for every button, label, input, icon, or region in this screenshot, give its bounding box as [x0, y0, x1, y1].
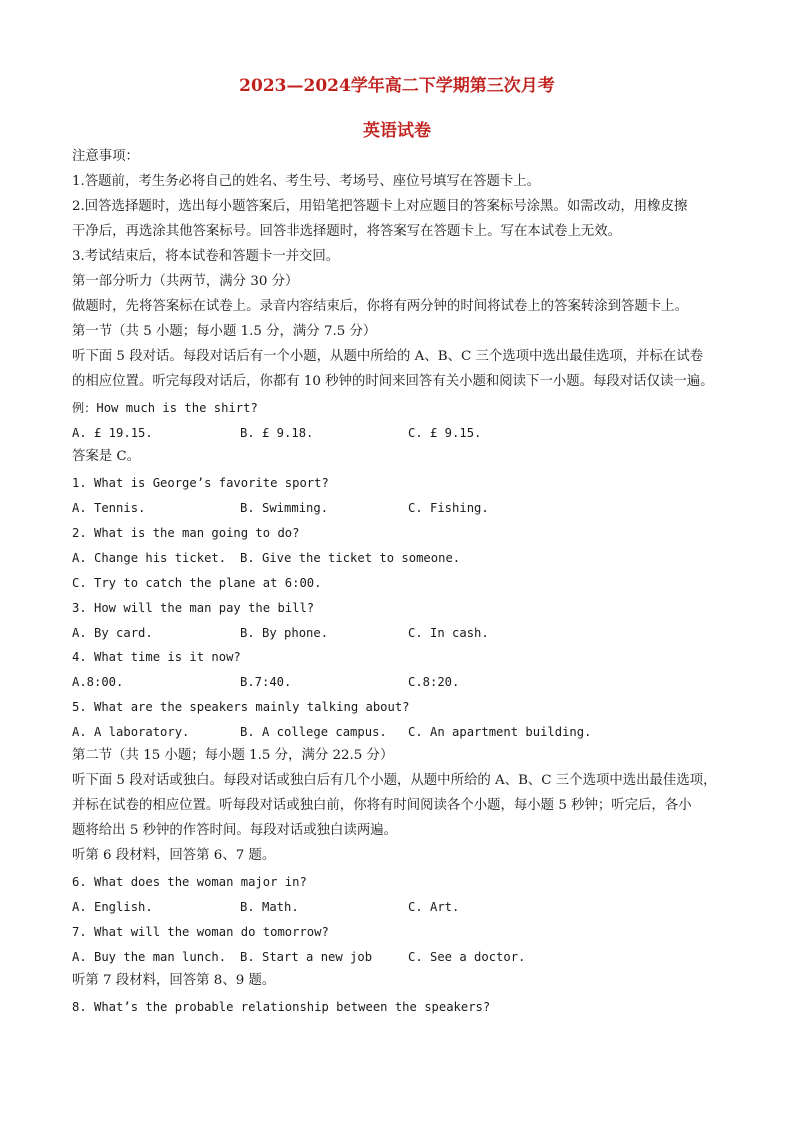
example-question: 例：How much is the shirt? [72, 401, 258, 415]
q5-option-a: A. A laboratory. [72, 725, 190, 739]
q2-option-b: B. Give the ticket to someone. [240, 551, 461, 565]
note-3: 3.考试结束后，将本试卷和答题卡一并交回。 [72, 249, 340, 264]
q3-option-c: C. In cash. [408, 626, 489, 640]
example-option-c: C. £ 9.15. [408, 426, 482, 440]
section2-heading: 第二节（共 15 小题；每小题 1.5 分，满分 22.5 分） [72, 748, 394, 763]
q4-option-b: B.7:40. [240, 675, 292, 689]
q1-option-a: A. Tennis. [72, 501, 146, 515]
q7-option-c: C. See a doctor. [408, 950, 526, 964]
question-7: 7. What will the woman do tomorrow? [72, 925, 329, 939]
exam-subtitle: 英语试卷 [363, 121, 431, 141]
q2-option-c: C. Try to catch the plane at 6:00. [72, 576, 322, 590]
question-6: 6. What does the woman major in? [72, 875, 307, 889]
note-1: 1.答题前，考生务必将自己的姓名、考生号、考场号、座位号填写在答题卡上。 [72, 174, 541, 189]
material-6-heading: 听第 6 段材料，回答第 6、7 题。 [72, 848, 276, 863]
material-7-heading: 听第 7 段材料，回答第 8、9 题。 [72, 973, 276, 988]
question-5: 5. What are the speakers mainly talking about? [72, 700, 410, 714]
q7-option-a: A. Buy the man lunch. [72, 950, 227, 964]
note-2-line-2: 干净后，再选涂其他答案标号。回答非选择题时，将答案写在答题卡上。写在本试卷上无效。 [72, 224, 622, 239]
question-1: 1. What is George’s favorite sport? [72, 476, 329, 490]
q6-option-a: A. English. [72, 900, 153, 914]
q7-option-b: B. Start a new job [240, 950, 373, 964]
section2-instruction-1: 听下面 5 段对话或独白。每段对话或独白后有几个小题，从题中所给的 A、B、C 三个选项中选出最佳选项， [72, 773, 717, 788]
q3-option-b: B. By phone. [240, 626, 329, 640]
q1-option-c: C. Fishing. [408, 501, 489, 515]
section2-instruction-2: 并标在试卷的相应位置。听每段对话或独白前，你将有时间阅读各个小题，每小题 5 秒钟；听完后，各小 [72, 798, 692, 813]
part1-heading: 第一部分听力（共两节，满分 30 分） [72, 274, 299, 289]
question-2: 2. What is the man going to do? [72, 526, 300, 540]
question-8: 8. What’s the probable relationship between the speakers? [72, 1000, 491, 1014]
notes-heading: 注意事项： [72, 149, 139, 164]
q6-option-c: C. Art. [408, 900, 460, 914]
example-option-b: B. £ 9.18. [240, 426, 314, 440]
question-3: 3. How will the man pay the bill? [72, 601, 315, 615]
exam-title: 2023—2024学年高二下学期第三次月考 [239, 76, 555, 96]
section2-instruction-3: 题将给出 5 秒钟的作答时间。每段对话或独白读两遍。 [72, 823, 398, 838]
q3-option-a: A. By card. [72, 626, 153, 640]
part1-instruction: 做题时，先将答案标在试卷上。录音内容结束后，你将有两分钟的时间将试卷上的答案转涂到答题卡上。 [72, 299, 688, 314]
section1-heading: 第一节（共 5 小题；每小题 1.5 分，满分 7.5 分） [72, 324, 377, 339]
note-2-line-1: 2.回答选择题时，选出每小题答案后，用铅笔把答题卡上对应题目的答案标号涂黑。如需改动，用橡皮擦 [72, 199, 688, 214]
q6-option-b: B. Math. [240, 900, 299, 914]
q4-option-a: A.8:00. [72, 675, 124, 689]
example-answer: 答案是 C。 [72, 449, 141, 464]
q1-option-b: B. Swimming. [240, 501, 329, 515]
q2-option-a: A. Change his ticket. [72, 551, 227, 565]
q4-option-c: C.8:20. [408, 675, 460, 689]
q5-option-c: C. An apartment building. [408, 725, 592, 739]
section1-instruction-2: 的相应位置。听完每段对话后，你都有 10 秒钟的时间来回答有关小题和阅读下一小题。每段对话仅读一遍。 [72, 374, 714, 389]
example-option-a: A. £ 19.15. [72, 426, 153, 440]
q5-option-b: B. A college campus. [240, 725, 387, 739]
section1-instruction-1: 听下面 5 段对话。每段对话后有一个小题，从题中所给的 A、B、C 三个选项中选出最佳选项，并标在试卷 [72, 349, 704, 364]
question-4: 4. What time is it now? [72, 650, 241, 664]
